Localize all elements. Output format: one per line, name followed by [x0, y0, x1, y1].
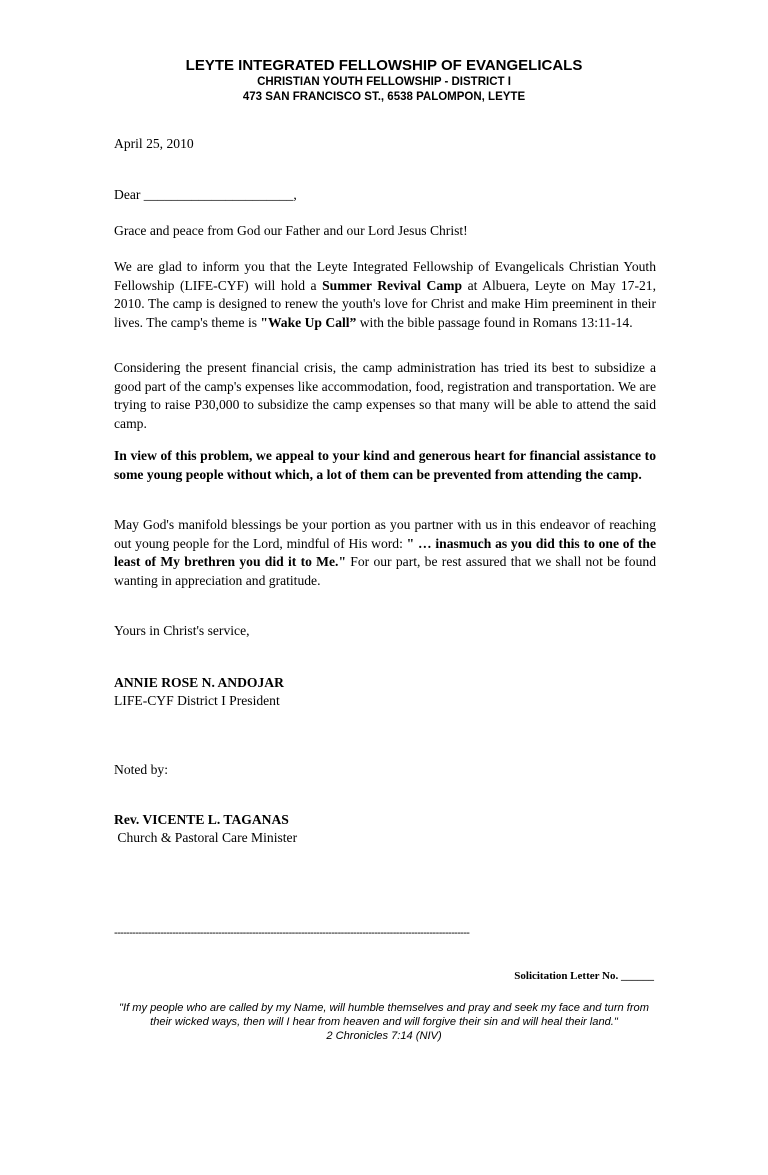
- paragraph-financial: Considering the present financial crisis, the camp administration has tried its best to subsidize a good part of the camp's expenses like accommodation, food, registration and transportation. We are trying to raise P30,000 to subsidize the camp expenses so that many will be able to attend the said camp.: [114, 360, 656, 431]
- solicitation-letter-number: Solicitation Letter No. ______: [514, 970, 654, 982]
- verse-line-1: "If my people who are called by my Name, will humble themselves and pray and seek my face and turn from: [119, 1002, 649, 1014]
- p1-text-b: at Albuera, Leyte on May 17-21, 2010. The camp is designed to renew the youth's love for Christ and make Him preeminent in their lives. The camp's theme is: [114, 277, 656, 330]
- signer1-name: ANNIE ROSE N. ANDOJAR: [114, 675, 284, 690]
- org-title: LEYTE INTEGRATED FELLOWSHIP OF EVANGELICALS: [185, 57, 583, 74]
- paragraph-blessings: [114, 516, 656, 590]
- salutation: Dear ______________________,: [114, 187, 297, 202]
- signer1-title: LIFE-CYF District I President: [114, 693, 280, 708]
- p1-text-c: with the bible passage found in Romans 13:11-14.: [356, 314, 633, 330]
- p4-text-b: For our part, be rest assured that we shall not be found wanting in appreciation and gratitude.: [114, 554, 656, 588]
- signer2-title: Church & Pastoral Care Minister: [114, 830, 298, 845]
- p4-text-a: May God's manifold blessings be your portion as you partner with us in this endeavor of reaching out young people for the Lord, mindful of His word:: [114, 517, 656, 551]
- paragraph-appeal: In view of this problem, we appeal to your kind and generous heart for financial assistance to some young people without which, a lot of them can be prevented from attending the camp.: [114, 448, 656, 482]
- paragraph-camp-announcement: [114, 258, 656, 332]
- letter-date: April 25, 2010: [114, 136, 194, 151]
- org-address: 473 SAN FRANCISCO ST., 6538 PALOMPON, LEYTE: [242, 91, 526, 103]
- verse-line-2: their wicked ways, then will I hear from heaven and will forgive their sin and will heal their land.": [150, 1016, 618, 1028]
- closing: Yours in Christ's service,: [114, 623, 250, 638]
- org-subtitle: CHRISTIAN YOUTH FELLOWSHIP - DISTRICT I: [257, 76, 511, 88]
- signer2-name: Rev. VICENTE L. TAGANAS: [114, 812, 289, 827]
- noted-by-label: Noted by:: [114, 762, 168, 777]
- camp-theme: "Wake Up Call”: [260, 314, 357, 330]
- p1-text-a: We are glad to inform you that the Leyte Integrated Fellowship of Evangelicals Christian Youth Fellowship (LIFE-CYF) will hold a: [114, 259, 656, 293]
- scripture-quote: " … inasmuch as you did this to one of the least of My brethren you did it to Me.": [114, 535, 656, 569]
- camp-name: Summer Revival Camp: [322, 277, 463, 293]
- greeting: Grace and peace from God our Father and our Lord Jesus Christ!: [114, 223, 468, 238]
- footer-separator: --------------------------------------------------------------------------------------------------------------------: [114, 927, 470, 939]
- verse-reference: 2 Chronicles 7:14 (NIV): [326, 1030, 442, 1042]
- footer-verse: [108, 1001, 660, 1043]
